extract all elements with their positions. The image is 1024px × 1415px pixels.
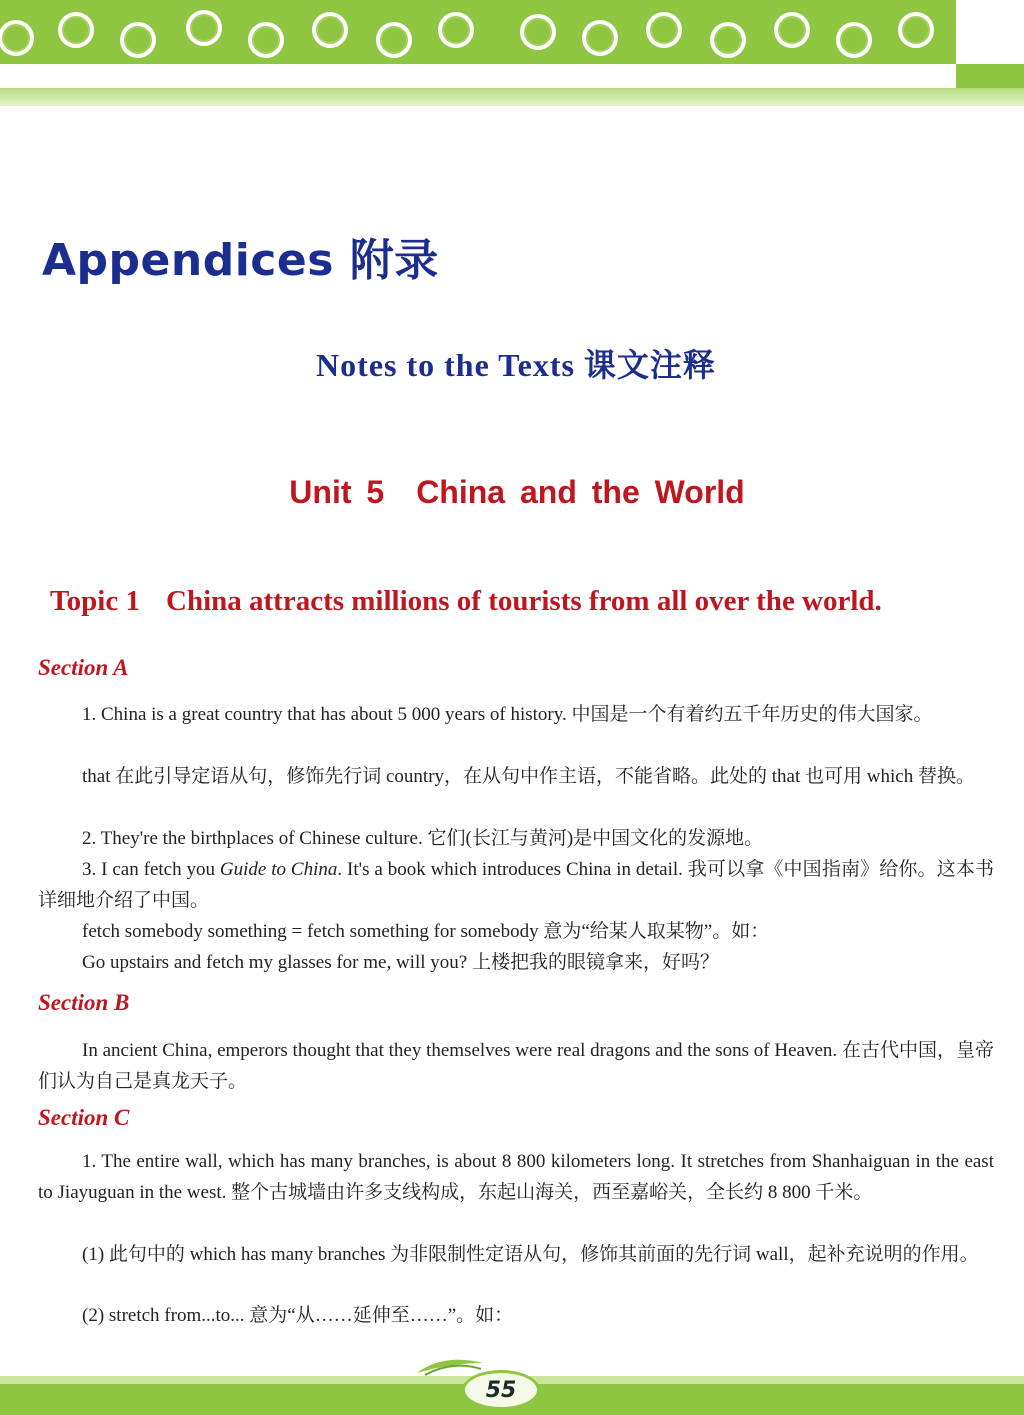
ring-decoration-icon	[376, 22, 412, 58]
ring-decoration-icon	[438, 12, 474, 48]
ring-decoration-icon	[646, 12, 682, 48]
ring-decoration-icon	[582, 20, 618, 56]
ring-decoration-icon	[836, 22, 872, 58]
ring-decoration-icon	[186, 10, 222, 46]
top-decoration-band-right	[956, 64, 1024, 88]
section-a-note-1: 1. China is a great country that has about 5 000 years of history. 中国是一个有着约五千年历史的伟大国家。	[82, 704, 933, 725]
section-a-note-3-start: 3. I can fetch you	[82, 859, 220, 880]
leaf-decoration-icon	[415, 1355, 485, 1377]
book-title-italic: Guide to China	[219, 859, 338, 880]
ring-decoration-icon	[120, 22, 156, 58]
section-c-heading: Section C	[38, 1105, 130, 1130]
section-b-heading: Section B	[38, 990, 130, 1015]
topic-number: Topic 1	[50, 585, 140, 617]
ring-decoration-icon	[0, 20, 34, 56]
ring-decoration-icon	[58, 12, 94, 48]
section-a-heading: Section A	[38, 655, 129, 680]
section-b-note-1: In ancient China, emperors thought that they themselves were real dragons and the sons of Heaven. 在古代中国，皇帝们认为自己是真龙天子。	[38, 1040, 994, 1092]
ring-decoration-icon	[520, 14, 556, 50]
ring-decoration-icon	[710, 22, 746, 58]
ring-decoration-icon	[774, 12, 810, 48]
section-a-note-3-end: . It's a book which introduces China in detail. 我可以拿《中国指南》给你。这本书详细地介绍了中国。	[38, 859, 994, 911]
notes-subtitle: Notes to the Texts 课文注释	[316, 347, 716, 383]
section-a-note-2: 2. They're the birthplaces of Chinese culture. 它们(长江与黄河)是中国文化的发源地。	[82, 828, 764, 849]
ring-decoration-icon	[248, 22, 284, 58]
unit-title: Unit 5 China and the World	[289, 474, 745, 510]
ring-decoration-icon	[898, 12, 934, 48]
ring-decoration-icon	[312, 12, 348, 48]
section-c-note-1: 1. The entire wall, which has many branches, is about 8 800 kilometers long. It stretches from Shanhaiguan in the east to Jiayuguan in the west. 整个古城墙由许多支线构成，东起山海关，西至嘉峪关，全长约 8 800 千米。	[38, 1151, 994, 1203]
page-number: 55	[485, 1377, 517, 1403]
ring-decoration-row	[0, 0, 956, 64]
topic-name: China attracts millions of tourists from all over the world.	[166, 585, 882, 617]
section-a-note-3-explanation: fetch somebody something = fetch something for somebody 意为“给某人取某物”。如：	[82, 921, 770, 942]
section-c-note-1-point-1: (1) 此句中的 which has many branches 为非限制性定语从句，修饰其前面的先行词 wall，起补充说明的作用。	[82, 1244, 979, 1265]
section-a-note-1-explanation: that 在此引导定语从句，修饰先行词 country，在从句中作主语，不能省略。此处的 that 也可用 which 替换。	[82, 766, 975, 787]
page-number-badge	[462, 1370, 540, 1410]
top-decoration-stripe	[0, 88, 1024, 106]
section-a-note-3-example: Go upstairs and fetch my glasses for me, will you? 上楼把我的眼镜拿来，好吗？	[82, 952, 719, 973]
section-a-note-3	[38, 854, 994, 916]
page-title: Appendices 附录	[42, 235, 439, 286]
topic-title	[50, 585, 882, 618]
section-c-note-1-point-2: (2) stretch from...to... 意为“从……延伸至……”。如：	[82, 1305, 514, 1326]
